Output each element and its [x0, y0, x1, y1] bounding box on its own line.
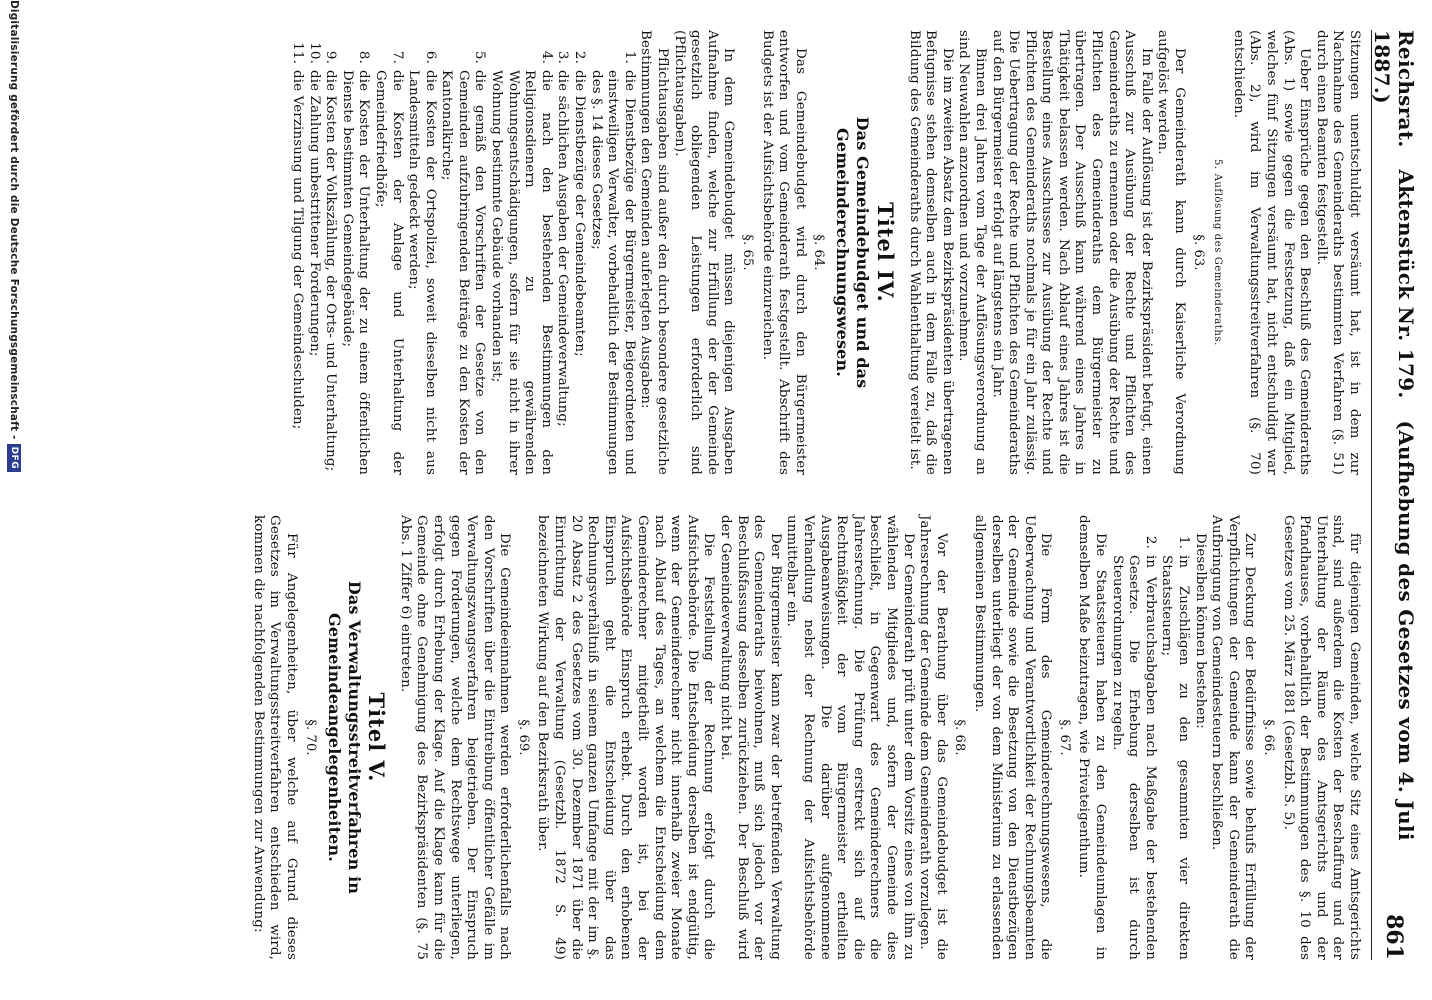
list-item: [1108, 515, 1158, 960]
paragraph: für diejenigen Gemeinden, welche Sitz eines Amtsgerichts sind, sind außerdem die Kosten der Beschaffung und der Unterhaltung der Räume des Amtsgerichts und der Pfandhauses, vorbehaltlich der Bestimmungen des §. 10 des Gesetzes vom 25. März 1881 (Gesetzbl. S. 5).: [1280, 515, 1362, 960]
enumerated-list: [288, 30, 636, 475]
left-column: [288, 30, 1362, 475]
list-item: [438, 30, 488, 475]
list-item-number: 2.: [1142, 535, 1158, 549]
list-item-text: die Dienstbezüge der Gemeindebeamten;: [572, 70, 588, 357]
paragraph: Die Feststellung der Rechnung erfolgt durch die Aufsichtsbehörde. Die Entscheidung derselben ist endgültig, wenn der Gemeinderechner nicht innerhalb zweier Monate nach Ablauf des Tages, an welchem die Entscheidung dem Gemeinderechner mitgetheilt worden ist, bei der Aufsichtsbehörde Einspruch erhebt. Durch den erhobenen Einspruch geht die Entscheidung über das Rechnungsverhältniß in seinem ganzen Umfange mit der im §. 20 Absatz 2 des Gesetzes vom 30. Dezember 1871 über die Einrichtung der Verwaltung (Gesetzbl. 1872 S. 49) bezeichneten Wirkung auf den Bezirksrath über.: [535, 515, 717, 960]
running-head: [1370, 30, 1418, 914]
section-number: §. 66.: [1261, 719, 1277, 756]
paragraph: Sitzungen unentschuldigt versäumt hat, ist in dem zur Nachnahme des Gemeinderaths bestimmten Verfahren (§. 51) durch einen Beamten festgestellt.: [1313, 30, 1362, 475]
list-item-text: die Kosten der Unterhaltung der zu einem öffentlichen Dienste bestimmten Gemeindegebäude;: [339, 70, 372, 475]
list-item-number: 7.: [389, 50, 405, 64]
running-head-subtitle: (Aufhebung des Gesetzes vom 4. Juli 1887.): [1370, 30, 1418, 841]
paragraph: Der Gemeinderath kann durch Kaiserliche Verordnung aufgelöst werden.: [1155, 30, 1188, 475]
section-number: §. 69.: [515, 719, 531, 756]
section-number: §. 64.: [811, 234, 827, 271]
section-number: §. 67.: [1056, 719, 1072, 756]
title-heading: Titel V.: [364, 692, 390, 783]
paragraph: Die im zweiten Absatz dem Bezirkspräsidenten übertragenen Befugnisse stehen demselben auch in dem Falle zu, daß die Bildung des Gemeinderaths durch Wahlenthaltung vereitelt ist.: [906, 30, 955, 475]
list-item-text: in Zuschlägen zu den gesammten vier direkten Staatssteuern;: [1159, 555, 1192, 960]
list-item-text: die Zahlung unbestrittener Forderungen;: [306, 70, 322, 357]
paragraph: Der Bürgermeister kann zwar der betreffenden Verwaltung des Gemeinderaths beiwohnen, muß sich jedoch vor der Beschlußfassung desselben zurückziehen. Der Beschluß wird der Gemeindeverwaltung nicht bei.: [718, 515, 783, 960]
list-item: [288, 30, 305, 475]
title-subheading: Das Verwaltungsstreitverfahren in Gemeindeangelegenheiten.: [324, 580, 364, 895]
list-item-number: 10.: [306, 42, 322, 64]
list-item: [371, 30, 404, 475]
list-item-text: die nach den bestehenden Bestimmungen den Religionsdienern zu gewährenden Wohnungsentschädigungen, sofern für sie nicht in ihrer Wohnung bestimmte Gebäude vorhanden ist;: [489, 70, 554, 475]
list-item-text: die sächlichen Ausgaben der Gemeindeverwaltung;: [555, 70, 571, 427]
list-item: [554, 30, 571, 475]
list-item-text: in Verbrauchsabgaben nach Maßgabe der bestehenden Gesetze. Die Erhebung derselben ist durch Steuerordnungen zu regeln.: [1109, 555, 1158, 960]
list-item: [338, 30, 371, 475]
paragraph: Ueber Einsprüche gegen den Beschluß des Gemeinderaths (Abs. 1) sowie gegen die Festsetzung, daß ein Mitglied, welches fünf Sitzungen versäumt hat, nicht entschuldigt war (Abs. 2), wird im Verwaltungsstreitverfahren (§. 70) entschieden.: [1230, 30, 1313, 475]
credit-text: Digitalisierung gefördert durch die Deutsche Forschungsgemeinschaft -: [8, 0, 20, 440]
list-item-text: die Kosten der Volkszählung, der Orts- und Unterhaltung;: [323, 70, 339, 472]
page-number: 861: [1381, 914, 1407, 960]
list-item-number: 1.: [621, 50, 637, 64]
section-number: §. 70.: [302, 719, 318, 756]
list-item: [587, 30, 637, 475]
list-item-text: die Kosten der Anlage und Unterhaltung der Gemeindefriedhöfe;: [372, 70, 405, 475]
list-item-number: 3.: [555, 50, 571, 64]
paragraph: Der Gemeinderath prüft unter dem Vorsitz eines von ihm zu wählenden Mitgliedes und, sofern der Gemeinde dies beschließt, in Gegenwart des Gemeinderechners die Jahresrechnung. Die Prüfung erstreckt sich auf die Rechtmäßigkeit der vom Bürgermeister ertheilten Ausgabeanweisungen. Die darüber aufgenommene Verhandlung nebst der Rechnung der Aufsichtsbehörde unmittelbar ein.: [784, 515, 916, 960]
title-subheading: Das Gemeindebudget und das Gemeinderechnungswesen.: [833, 116, 873, 389]
dfg-logo: DFG: [7, 444, 21, 473]
section-number: §. 63.: [1190, 234, 1206, 271]
enumerated-list: [1108, 515, 1191, 960]
list-item-text: die Dienstbezüge der Bürgermeister, Beigeordneten und einstweiligen Verwalter, vorbehaltlich der Bestimmungen des §. 14 dieses Gesetzes;: [588, 70, 637, 475]
page-header: [1370, 30, 1418, 960]
list-item: [405, 30, 438, 475]
section-number: §. 68.: [952, 719, 968, 756]
list-item-text: die Kosten der Ortspolizei, soweit dieselben nicht aus Landesmitteln gedeckt werden;: [406, 70, 438, 475]
list-item-number: 4.: [538, 50, 554, 64]
header-rule: [1371, 30, 1372, 960]
paragraph: Die Staatssteuern haben zu den Gemeindeumlagen in demselben Maße beizutragen, wie Privateigenthum.: [1076, 515, 1109, 960]
paragraph: Für Angelegenheiten, über welche auf Grund dieses Gesetzes im Verwaltungsstreitverfahren entschieden wird, kommen die nachfolgenden Bestimmungen zur Anwendung:: [250, 515, 299, 960]
list-item-number: 8.: [356, 50, 372, 64]
list-item-number: 1.: [1176, 535, 1192, 549]
document-page: [112, 30, 1432, 960]
paragraph: Das Gemeindebudget wird durch den Bürgermeister entworfen und vom Gemeinderath festgestellt. Abschrift des Budgets ist der Aufsichtsbehörde einzureichen.: [759, 30, 808, 475]
paragraph: Dieselben können bestehen:: [1192, 533, 1208, 729]
list-item-text: die Verzinsung und Tilgung der Gemeindeschulden;: [289, 70, 305, 430]
paragraph: In dem Gemeindebudget müssen diejenigen Ausgaben Aufnahme finden, welche zur Erfüllung der der Gemeinde gesetzlich obliegenden Leistungen erforderlich sind (Pflichtausgaben).: [671, 30, 737, 475]
title-heading: Titel IV.: [872, 202, 898, 303]
paragraph: Im Falle der Auflösung ist der Bezirkspräsident befugt, einen Ausschuß zur Ausübung der Rechte und Pflichten des Gemeinderaths zu ernennen oder die Ausübung der Rechte und Pflichten des Gemeinderaths dem Bürgermeister zu übertragen. Der Ausschuß kann während eines Jahres in Thätigkeit belassen werden. Nach Ablauf eines Jahres ist die Bestellung eines Ausschusses zur Ausübung der Rechte und Pflichten des Gemeinderaths nochmals je für ein Jahr zulässig. Die Uebertragung der Rechte und Pflichten des Gemeinderaths auf den Bürgermeister erfolgt auf längstens ein Jahr.: [989, 30, 1154, 475]
subsection-heading: 5. Auflösung des Gemeinderaths.: [1212, 159, 1224, 346]
list-item-number: 11.: [289, 42, 305, 64]
list-item-number: 6.: [422, 50, 438, 64]
paragraph: Zur Deckung der Bedürfnisse sowie behufs Erfüllung der Verpflichtungen der Gemeinde kann der Gemeinderath die Aufbringung von Gemeindesteuern beschließen.: [1209, 515, 1258, 960]
right-column: [249, 515, 1362, 960]
list-item: [322, 30, 339, 475]
paragraph: Pflichtausgaben sind außer den durch besondere gesetzliche Bestimmungen den Gemeinden auferlegten Ausgaben:: [638, 30, 671, 475]
paragraph: Die Form des Gemeinderechnungswesens, die Ueberwachung und Verantwortlichkeit der Rechnungsbeamten der Gemeinde sowie die Besetzung von den Dienstbezügen derselben unterliegt der von dem Ministerium zu erlassenden allgemeinen Bestimmungen.: [971, 515, 1054, 960]
list-item: [488, 30, 554, 475]
list-item-number: 9.: [323, 50, 339, 64]
list-item: [1158, 515, 1191, 960]
list-item: [305, 30, 322, 475]
running-head-title: Aktenstück Nr. 179.: [1394, 169, 1418, 399]
digitization-credit: [4, 0, 24, 1000]
list-item: [570, 30, 587, 475]
paragraph: Binnen drei Jahren vom Tage der Auflösungsverordnung an sind Neuwahlen anzuordnen und vorzunehmen.: [956, 30, 988, 475]
list-item-number: 5.: [472, 50, 488, 64]
paragraph: Die Gemeindeeinnahmen werden erforderlichenfalls nach den Vorschriften über die Eintreibung öffentlicher Gefälle im Verwaltungszwangsverfahren beigetrieben. Der Einspruch gegen Forderungen, welche dem Rechtswege unterliegen, erfolgt durch Erhebung der Klage. Auf die Klage kann für die Gemeinde ohne Genehmigung des Bezirkspräsidenten (§. 75 Abs. 1 Ziffer 6) eintreten.: [397, 515, 513, 960]
running-head-prefix: Reichsrat.: [1394, 30, 1418, 148]
paragraph: Vor der Berathung über das Gemeindebudget ist die Jahresrechnung der Gemeinde dem Gemeinderath vorzulegen.: [917, 515, 949, 960]
section-number: §. 65.: [740, 234, 755, 271]
list-item-number: 2.: [572, 50, 588, 64]
list-item-text: die gemäß den Vorschriften der Gesetze von den Gemeinden aufzubringenden Beiträge zu den Kosten der Kantonalkirche;: [439, 70, 488, 475]
